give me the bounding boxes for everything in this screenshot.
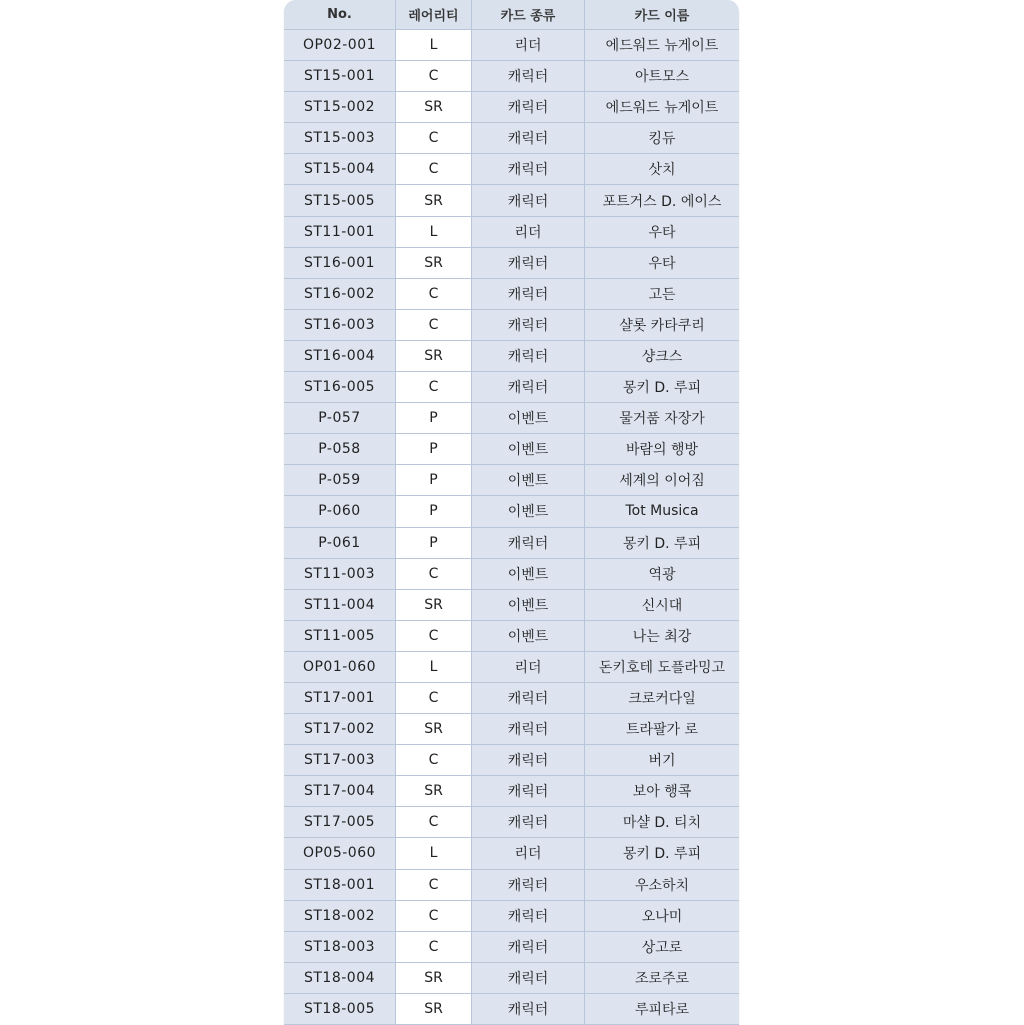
header-card-type: 카드 종류 (472, 0, 585, 30)
cell-card-type: 이벤트 (472, 496, 585, 527)
table-row (284, 30, 739, 61)
cell-card-type: 캐릭터 (472, 341, 585, 372)
cell-rarity: C (396, 932, 472, 963)
cell-card-type: 캐릭터 (472, 994, 585, 1025)
cell-rarity: P (396, 465, 472, 496)
table-body (284, 30, 739, 1025)
table-row (284, 496, 739, 527)
cell-rarity: C (396, 745, 472, 776)
cell-card-number: ST11-003 (284, 559, 396, 590)
cell-card-type: 이벤트 (472, 403, 585, 434)
cell-card-number: ST15-004 (284, 154, 396, 185)
cell-card-number: ST16-005 (284, 372, 396, 403)
table-row (284, 870, 739, 901)
cell-rarity: P (396, 496, 472, 527)
table-row (284, 621, 739, 652)
cell-rarity: SR (396, 248, 472, 279)
cell-card-type: 캐릭터 (472, 683, 585, 714)
table-row (284, 932, 739, 963)
cell-rarity: C (396, 372, 472, 403)
cell-card-name: 루피타로 (585, 994, 739, 1025)
header-rarity: 레어리티 (396, 0, 472, 30)
cell-card-number: ST11-001 (284, 217, 396, 248)
cell-card-type: 캐릭터 (472, 372, 585, 403)
table-row (284, 528, 739, 559)
cell-rarity: SR (396, 963, 472, 994)
cell-rarity: C (396, 61, 472, 92)
cell-card-number: ST16-003 (284, 310, 396, 341)
cell-card-type: 캐릭터 (472, 714, 585, 745)
cell-card-number: P-059 (284, 465, 396, 496)
cell-card-number: ST17-003 (284, 745, 396, 776)
table-row (284, 745, 739, 776)
cell-card-number: ST16-002 (284, 279, 396, 310)
cell-rarity: C (396, 154, 472, 185)
cell-card-name: 우타 (585, 248, 739, 279)
cell-rarity: SR (396, 185, 472, 216)
cell-card-number: ST15-002 (284, 92, 396, 123)
cell-card-type: 캐릭터 (472, 745, 585, 776)
table-row (284, 403, 739, 434)
cell-card-number: P-057 (284, 403, 396, 434)
table-row (284, 123, 739, 154)
cell-card-number: ST18-005 (284, 994, 396, 1025)
cell-card-type: 이벤트 (472, 590, 585, 621)
cell-card-number: OP05-060 (284, 838, 396, 869)
cell-card-name: 세계의 이어짐 (585, 465, 739, 496)
cell-rarity: C (396, 310, 472, 341)
cell-card-number: ST17-002 (284, 714, 396, 745)
table-row (284, 61, 739, 92)
cell-card-type: 캐릭터 (472, 61, 585, 92)
cell-rarity: SR (396, 714, 472, 745)
cell-card-number: ST11-005 (284, 621, 396, 652)
cell-card-type: 캐릭터 (472, 279, 585, 310)
cell-card-name: 포트거스 D. 에이스 (585, 185, 739, 216)
table-row (284, 341, 739, 372)
table-row (284, 310, 739, 341)
cell-card-name: 크로커다일 (585, 683, 739, 714)
cell-card-name: 바람의 행방 (585, 434, 739, 465)
cell-card-name: 우소하치 (585, 870, 739, 901)
cell-card-name: 삿치 (585, 154, 739, 185)
cell-card-number: P-061 (284, 528, 396, 559)
cell-rarity: P (396, 528, 472, 559)
cell-rarity: SR (396, 776, 472, 807)
cell-card-number: ST16-001 (284, 248, 396, 279)
cell-rarity: P (396, 434, 472, 465)
table-row (284, 590, 739, 621)
cell-card-number: ST15-003 (284, 123, 396, 154)
table-row (284, 994, 739, 1025)
cell-card-number: ST17-005 (284, 807, 396, 838)
cell-card-name: 버기 (585, 745, 739, 776)
cell-rarity: C (396, 123, 472, 154)
cell-card-name: 보아 행콕 (585, 776, 739, 807)
cell-card-type: 캐릭터 (472, 528, 585, 559)
cell-card-type: 이벤트 (472, 621, 585, 652)
cell-card-name: 샬롯 카타쿠리 (585, 310, 739, 341)
table-row (284, 279, 739, 310)
cell-card-type: 캐릭터 (472, 776, 585, 807)
cell-card-type: 리더 (472, 30, 585, 61)
cell-card-type: 캐릭터 (472, 901, 585, 932)
cell-card-name: 나는 최강 (585, 621, 739, 652)
cell-card-name: 트라팔가 로 (585, 714, 739, 745)
card-list-table (284, 0, 739, 1025)
table-row (284, 776, 739, 807)
cell-card-type: 캐릭터 (472, 932, 585, 963)
cell-card-number: ST18-003 (284, 932, 396, 963)
cell-card-name: 몽키 D. 루피 (585, 372, 739, 403)
cell-rarity: SR (396, 341, 472, 372)
cell-card-type: 캐릭터 (472, 123, 585, 154)
table-row (284, 465, 739, 496)
table-row (284, 559, 739, 590)
cell-card-type: 리더 (472, 217, 585, 248)
cell-rarity: SR (396, 590, 472, 621)
cell-card-type: 캐릭터 (472, 154, 585, 185)
table-row (284, 807, 739, 838)
table-row (284, 217, 739, 248)
header-no: No. (284, 0, 396, 30)
cell-card-number: ST16-004 (284, 341, 396, 372)
cell-card-name: 상고로 (585, 932, 739, 963)
cell-card-number: ST17-004 (284, 776, 396, 807)
cell-rarity: C (396, 807, 472, 838)
cell-card-name: 역광 (585, 559, 739, 590)
cell-card-name: 돈키호테 도플라밍고 (585, 652, 739, 683)
cell-card-number: ST17-001 (284, 683, 396, 714)
cell-card-type: 캐릭터 (472, 870, 585, 901)
cell-card-number: P-058 (284, 434, 396, 465)
cell-card-name: 우타 (585, 217, 739, 248)
table-row (284, 714, 739, 745)
cell-card-name: Tot Musica (585, 496, 739, 527)
cell-card-number: ST15-005 (284, 185, 396, 216)
cell-rarity: C (396, 870, 472, 901)
cell-card-type: 캐릭터 (472, 248, 585, 279)
cell-card-name: 조로주로 (585, 963, 739, 994)
table-header (284, 0, 739, 30)
header-card-name: 카드 이름 (585, 0, 739, 30)
cell-rarity: C (396, 901, 472, 932)
cell-rarity: C (396, 683, 472, 714)
cell-card-type: 캐릭터 (472, 807, 585, 838)
cell-rarity: C (396, 559, 472, 590)
cell-card-type: 이벤트 (472, 465, 585, 496)
cell-rarity: L (396, 217, 472, 248)
cell-card-name: 오나미 (585, 901, 739, 932)
cell-card-name: 에드워드 뉴게이트 (585, 92, 739, 123)
cell-card-name: 샹크스 (585, 341, 739, 372)
cell-card-number: ST15-001 (284, 61, 396, 92)
cell-card-number: OP01-060 (284, 652, 396, 683)
cell-card-name: 마샬 D. 티치 (585, 807, 739, 838)
table-row (284, 248, 739, 279)
cell-card-name: 몽키 D. 루피 (585, 528, 739, 559)
cell-card-type: 리더 (472, 838, 585, 869)
table-row (284, 901, 739, 932)
cell-rarity: C (396, 279, 472, 310)
cell-card-name: 신시대 (585, 590, 739, 621)
table-row (284, 652, 739, 683)
cell-card-type: 캐릭터 (472, 310, 585, 341)
table-row (284, 683, 739, 714)
cell-card-number: ST18-001 (284, 870, 396, 901)
cell-card-number: ST11-004 (284, 590, 396, 621)
cell-rarity: L (396, 838, 472, 869)
table-row (284, 92, 739, 123)
table-row (284, 185, 739, 216)
cell-rarity: C (396, 621, 472, 652)
table-row (284, 154, 739, 185)
cell-rarity: SR (396, 994, 472, 1025)
cell-card-name: 에드워드 뉴게이트 (585, 30, 739, 61)
cell-card-number: ST18-004 (284, 963, 396, 994)
cell-card-name: 고든 (585, 279, 739, 310)
table-row (284, 963, 739, 994)
cell-card-number: OP02-001 (284, 30, 396, 61)
table-row (284, 434, 739, 465)
cell-card-type: 이벤트 (472, 559, 585, 590)
table-row (284, 838, 739, 869)
cell-rarity: P (396, 403, 472, 434)
cell-card-type: 리더 (472, 652, 585, 683)
cell-rarity: L (396, 30, 472, 61)
table-row (284, 372, 739, 403)
cell-card-name: 아트모스 (585, 61, 739, 92)
cell-card-type: 캐릭터 (472, 92, 585, 123)
cell-card-name: 물거품 자장가 (585, 403, 739, 434)
cell-card-name: 킹듀 (585, 123, 739, 154)
cell-rarity: SR (396, 92, 472, 123)
header-row (284, 0, 739, 30)
cell-card-type: 캐릭터 (472, 963, 585, 994)
cell-card-name: 몽키 D. 루피 (585, 838, 739, 869)
cell-rarity: L (396, 652, 472, 683)
cell-card-number: ST18-002 (284, 901, 396, 932)
cell-card-number: P-060 (284, 496, 396, 527)
cell-card-type: 캐릭터 (472, 185, 585, 216)
cell-card-type: 이벤트 (472, 434, 585, 465)
